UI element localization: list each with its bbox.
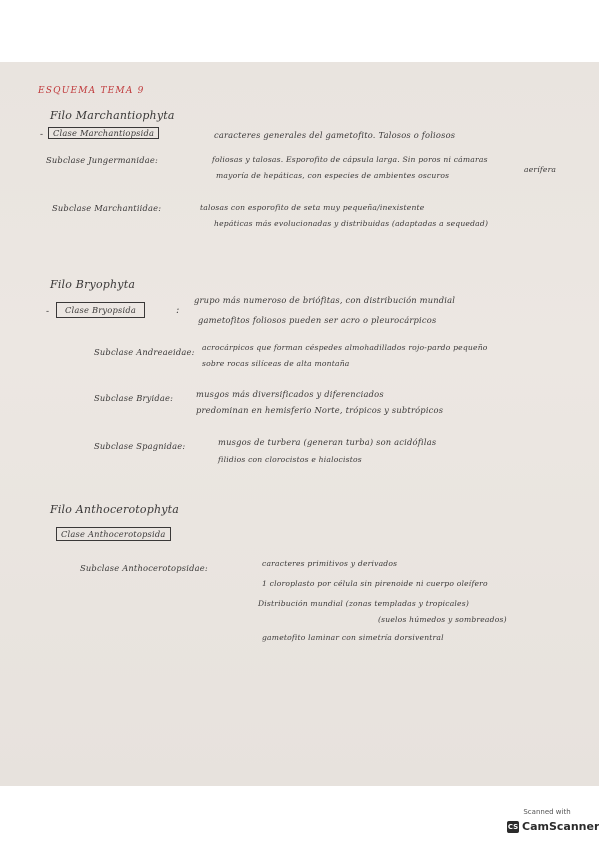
anthocerotopsidae-line-1: caracteres primitivos y derivados [262, 559, 398, 568]
bryopsida-line-1: grupo más numeroso de briófitas, con distribución mundial [194, 295, 456, 305]
subclase-marchantiidae-label: Subclase Marchantiidae: [52, 203, 162, 213]
jungermanidae-line-1: foliosas y talosas. Esporofito de cápsula larga. Sin poros ni cámaras [212, 155, 488, 164]
top-margin [0, 0, 599, 62]
spagnidae-line-2: filidios con clorocistos e hialocistos [218, 455, 362, 464]
clase-bryopsida-box: Clase Bryopsida [56, 302, 145, 318]
bryopsida-colon: : [176, 305, 180, 316]
anthocerotopsidae-line-5: gametofito laminar con simetría dorsiventral [262, 633, 444, 642]
subclase-spagnidae-label: Subclase Spagnidae: [94, 441, 186, 451]
page-title: ESQUEMA TEMA 9 [38, 86, 145, 96]
subclase-anthocerotopsidae-label: Subclase Anthocerotopsidae: [80, 563, 208, 573]
filo-anthocerotophyta-heading: Filo Anthocerotophyta [50, 503, 180, 516]
clase-marchantiopsida-desc: caracteres generales del gametofito. Talosos o foliosos [214, 130, 456, 140]
anthocerotopsidae-line-3: Distribución mundial (zonas templadas y tropicales) [258, 599, 470, 608]
bryopsida-line-2: gametofitos foliosos pueden ser acro o pleurocárpicos [198, 315, 437, 325]
anthocerotopsidae-line-2: 1 cloroplasto por célula sin pirenoide ni cuerpo oleífero [262, 579, 488, 588]
bryidae-line-1: musgos más diversificados y diferenciados [196, 389, 384, 399]
notebook-page [0, 62, 599, 786]
jungermanidae-line-2: mayoría de hepáticas, con especies de ambientes oscuros [216, 171, 450, 180]
filo-bryophyta-heading: Filo Bryophyta [50, 278, 136, 291]
andreaeidae-line-1: acrocárpicos que forman céspedes almohadillados rojo-pardo pequeño [202, 343, 488, 352]
marchantiidae-line-1: talosas con esporofito de seta muy pequeña/inexistente [200, 203, 425, 212]
clase-anthocerotopsida-box: Clase Anthocerotopsida [56, 527, 171, 541]
subclase-jungermanidae-label: Subclase Jungermanidae: [46, 155, 158, 165]
anthocerotopsidae-line-4: (suelos húmedos y sombreados) [378, 615, 507, 624]
watermark-caption: Scanned with [523, 808, 571, 816]
andreaeidae-line-2: sobre rocas silíceas de alta montaña [202, 359, 350, 368]
camscanner-icon: CS [507, 822, 519, 831]
clase-marchantiopsida-box: Clase Marchantiopsida [48, 127, 159, 139]
bullet-dash: - [46, 307, 50, 317]
bullet-dash: - [40, 130, 44, 140]
watermark-brand: CamScanner [522, 820, 599, 833]
marchantiidae-line-2: hepáticas más evolucionadas y distribuidas (adaptadas a sequedad) [214, 219, 489, 228]
subclase-andreaeidae-label: Subclase Andreaeidae: [94, 347, 195, 357]
jungermanidae-line-3: aerífera [524, 165, 557, 174]
camscanner-watermark [505, 808, 599, 838]
filo-marchantiophyta-heading: Filo Marchantiophyta [50, 109, 175, 122]
bryidae-line-2: predominan en hemisferio Norte, trópicos y subtrópicos [196, 405, 444, 415]
subclase-bryidae-label: Subclase Bryidae: [94, 393, 174, 403]
spagnidae-line-1: musgos de turbera (generan turba) son acidófilas [218, 437, 437, 447]
